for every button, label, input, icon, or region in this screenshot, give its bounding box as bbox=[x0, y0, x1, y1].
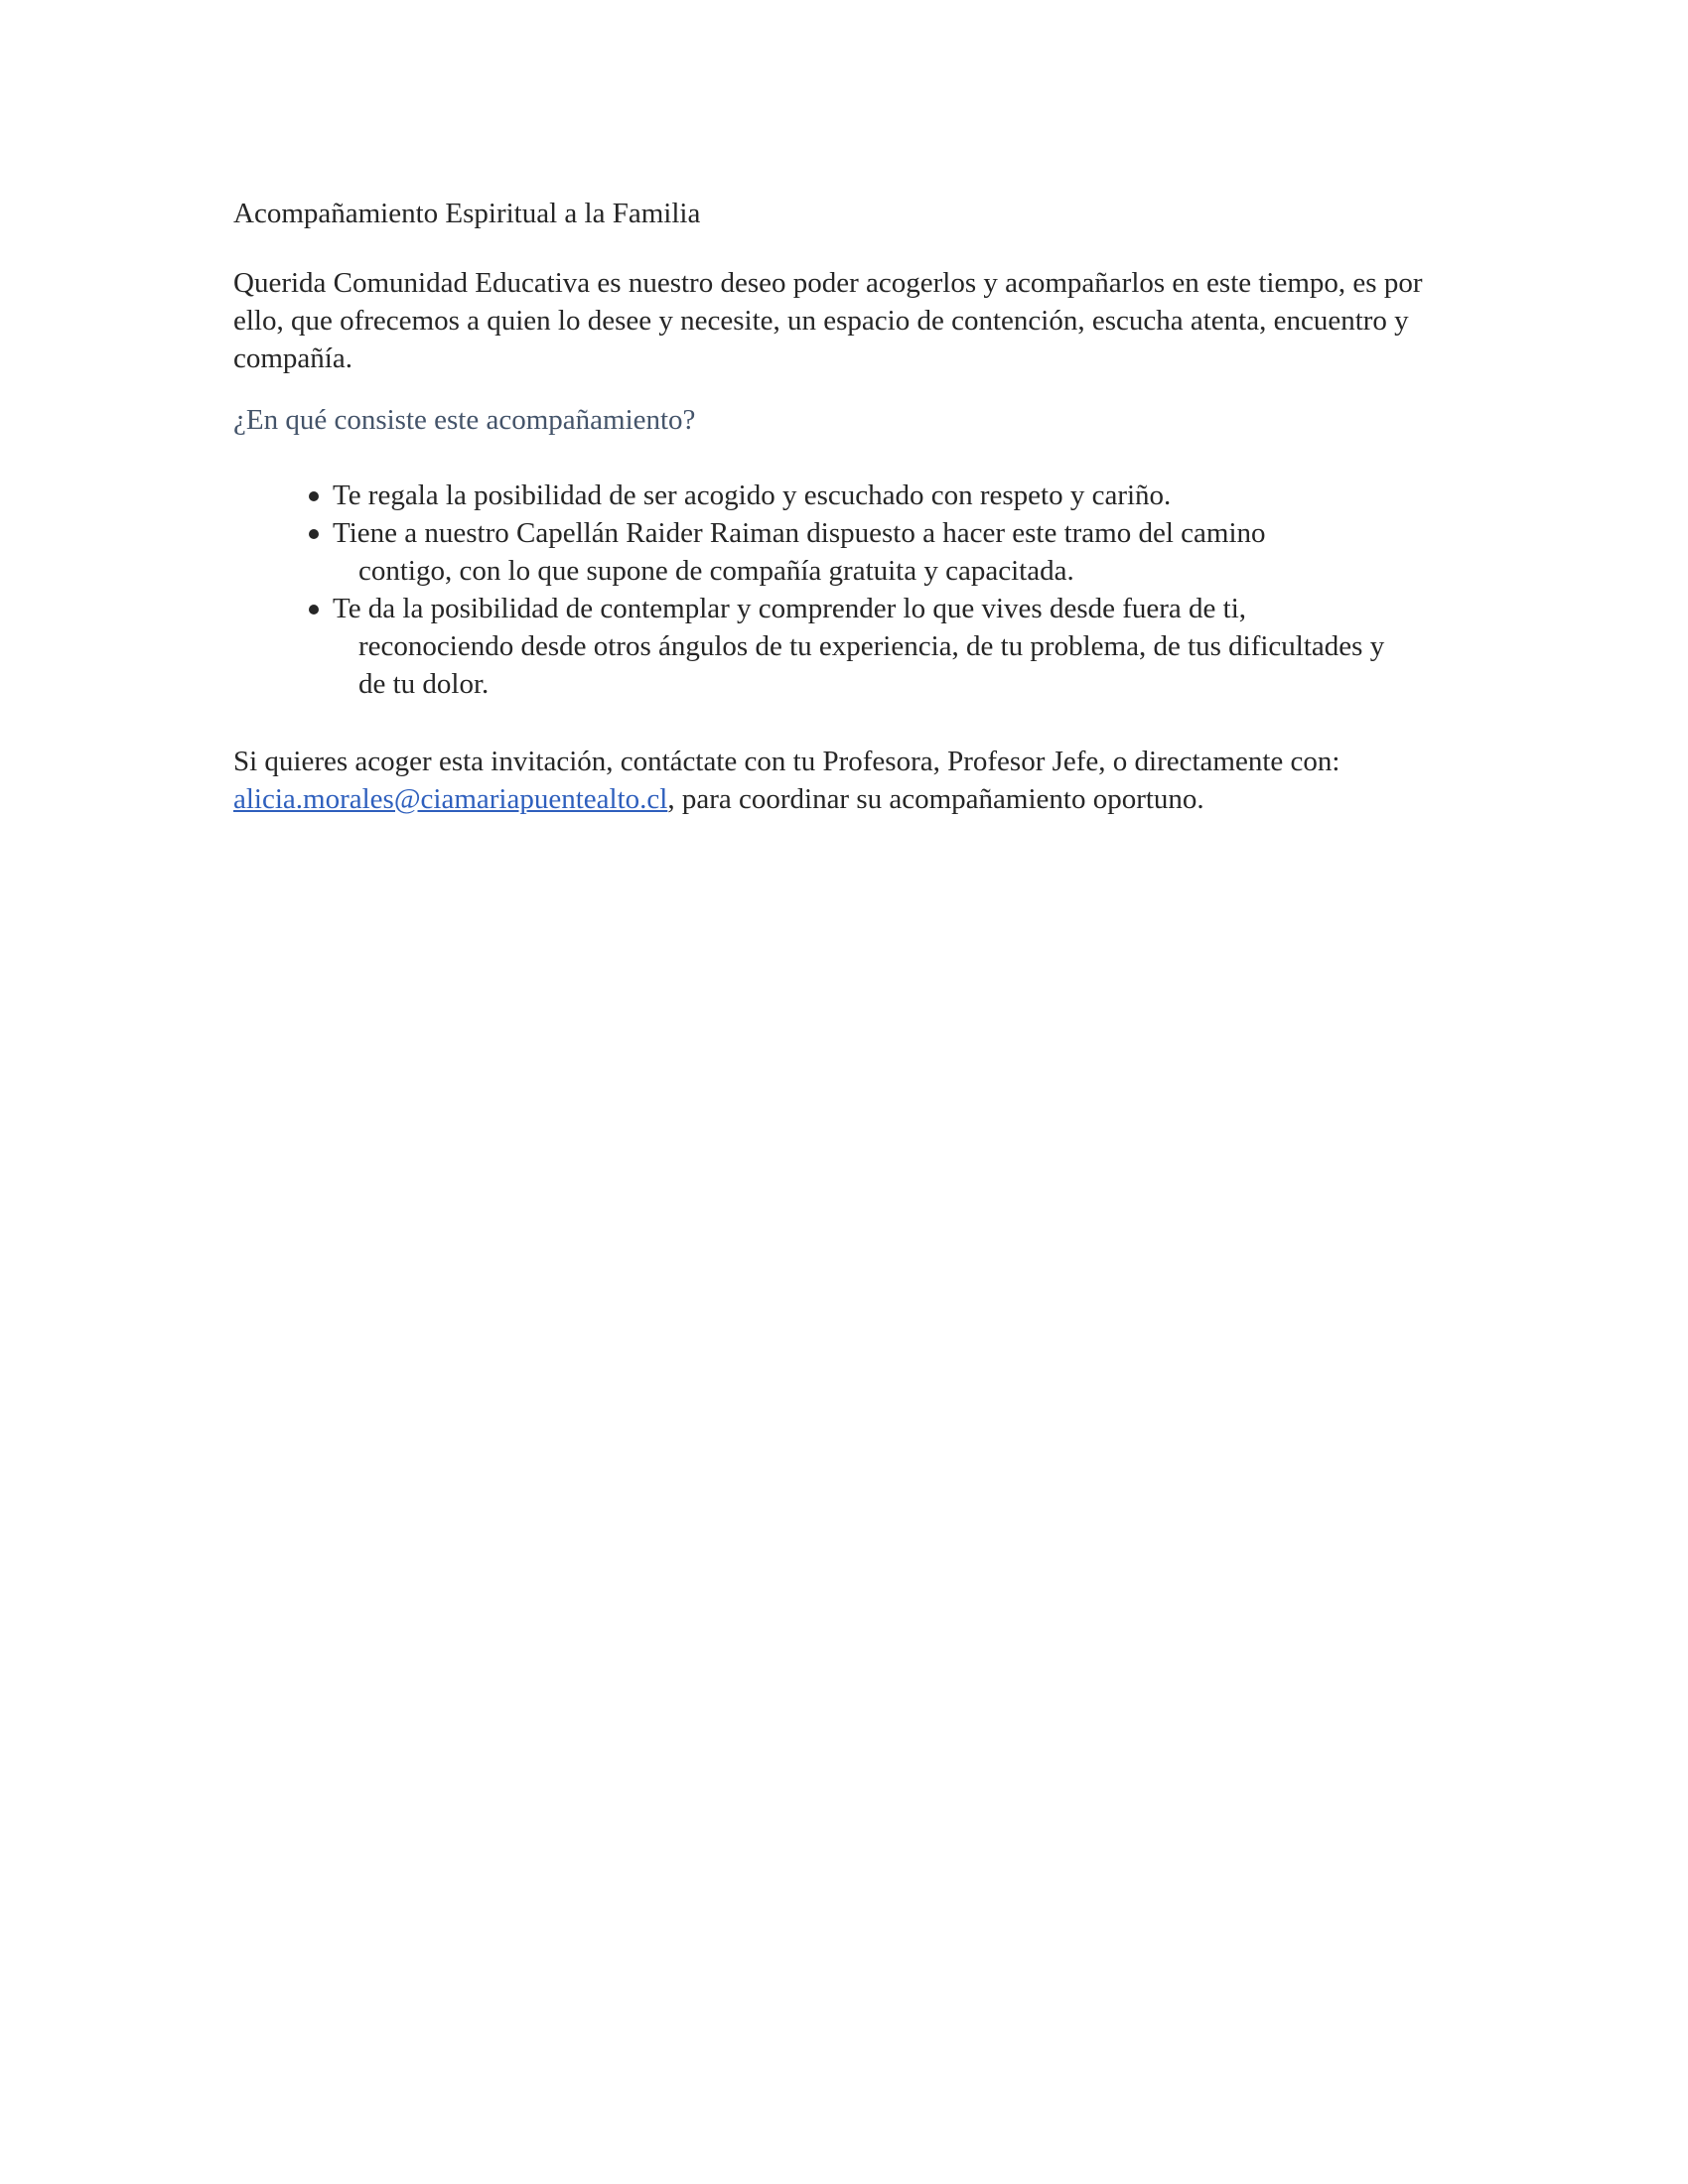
bullet-icon bbox=[309, 491, 319, 501]
section-subheading: ¿En qué consiste este acompañamiento? bbox=[233, 404, 696, 436]
bullet-icon bbox=[309, 529, 319, 539]
closing-text-after: , para coordinar su acompañamiento oportuno. bbox=[667, 783, 1204, 815]
list-item-text: Tiene a nuestro Capellán Raider Raiman dispuesto a hacer este tramo del camino bbox=[333, 517, 1266, 549]
document-title: Acompañamiento Espiritual a la Familia bbox=[233, 198, 701, 229]
list-item bbox=[307, 477, 1455, 514]
closing-paragraph bbox=[233, 743, 1455, 818]
list-item bbox=[307, 590, 1455, 703]
list-item-text: Te da la posibilidad de contemplar y comprender lo que vives desde fuera de ti, bbox=[333, 593, 1247, 624]
list-item bbox=[307, 514, 1455, 590]
email-link[interactable]: alicia.morales@ciamariapuentealto.cl bbox=[233, 783, 668, 815]
benefits-list bbox=[233, 477, 1455, 703]
list-item-continuation: contigo, con lo que supone de compañía gratuita y capacitada. bbox=[358, 555, 1074, 587]
document-page bbox=[233, 195, 1455, 818]
intro-paragraph: Querida Comunidad Educativa es nuestro deseo poder acogerlos y acompañarlos en este tiempo, es por ello, que ofrecemos a quien lo desee y necesite, un espacio de contención, escucha atenta, encuentro y compañía. bbox=[233, 267, 1423, 374]
list-item-continuation: reconociendo desde otros ángulos de tu experiencia, de tu problema, de tus dificultades y de tu dolor. bbox=[358, 630, 1385, 700]
bullet-icon bbox=[309, 605, 319, 614]
closing-text-before: Si quieres acoger esta invitación, contáctate con tu Profesora, Profesor Jefe, o directamente con: bbox=[233, 746, 1340, 777]
list-item-text: Te regala la posibilidad de ser acogido y escuchado con respeto y cariño. bbox=[333, 479, 1172, 511]
